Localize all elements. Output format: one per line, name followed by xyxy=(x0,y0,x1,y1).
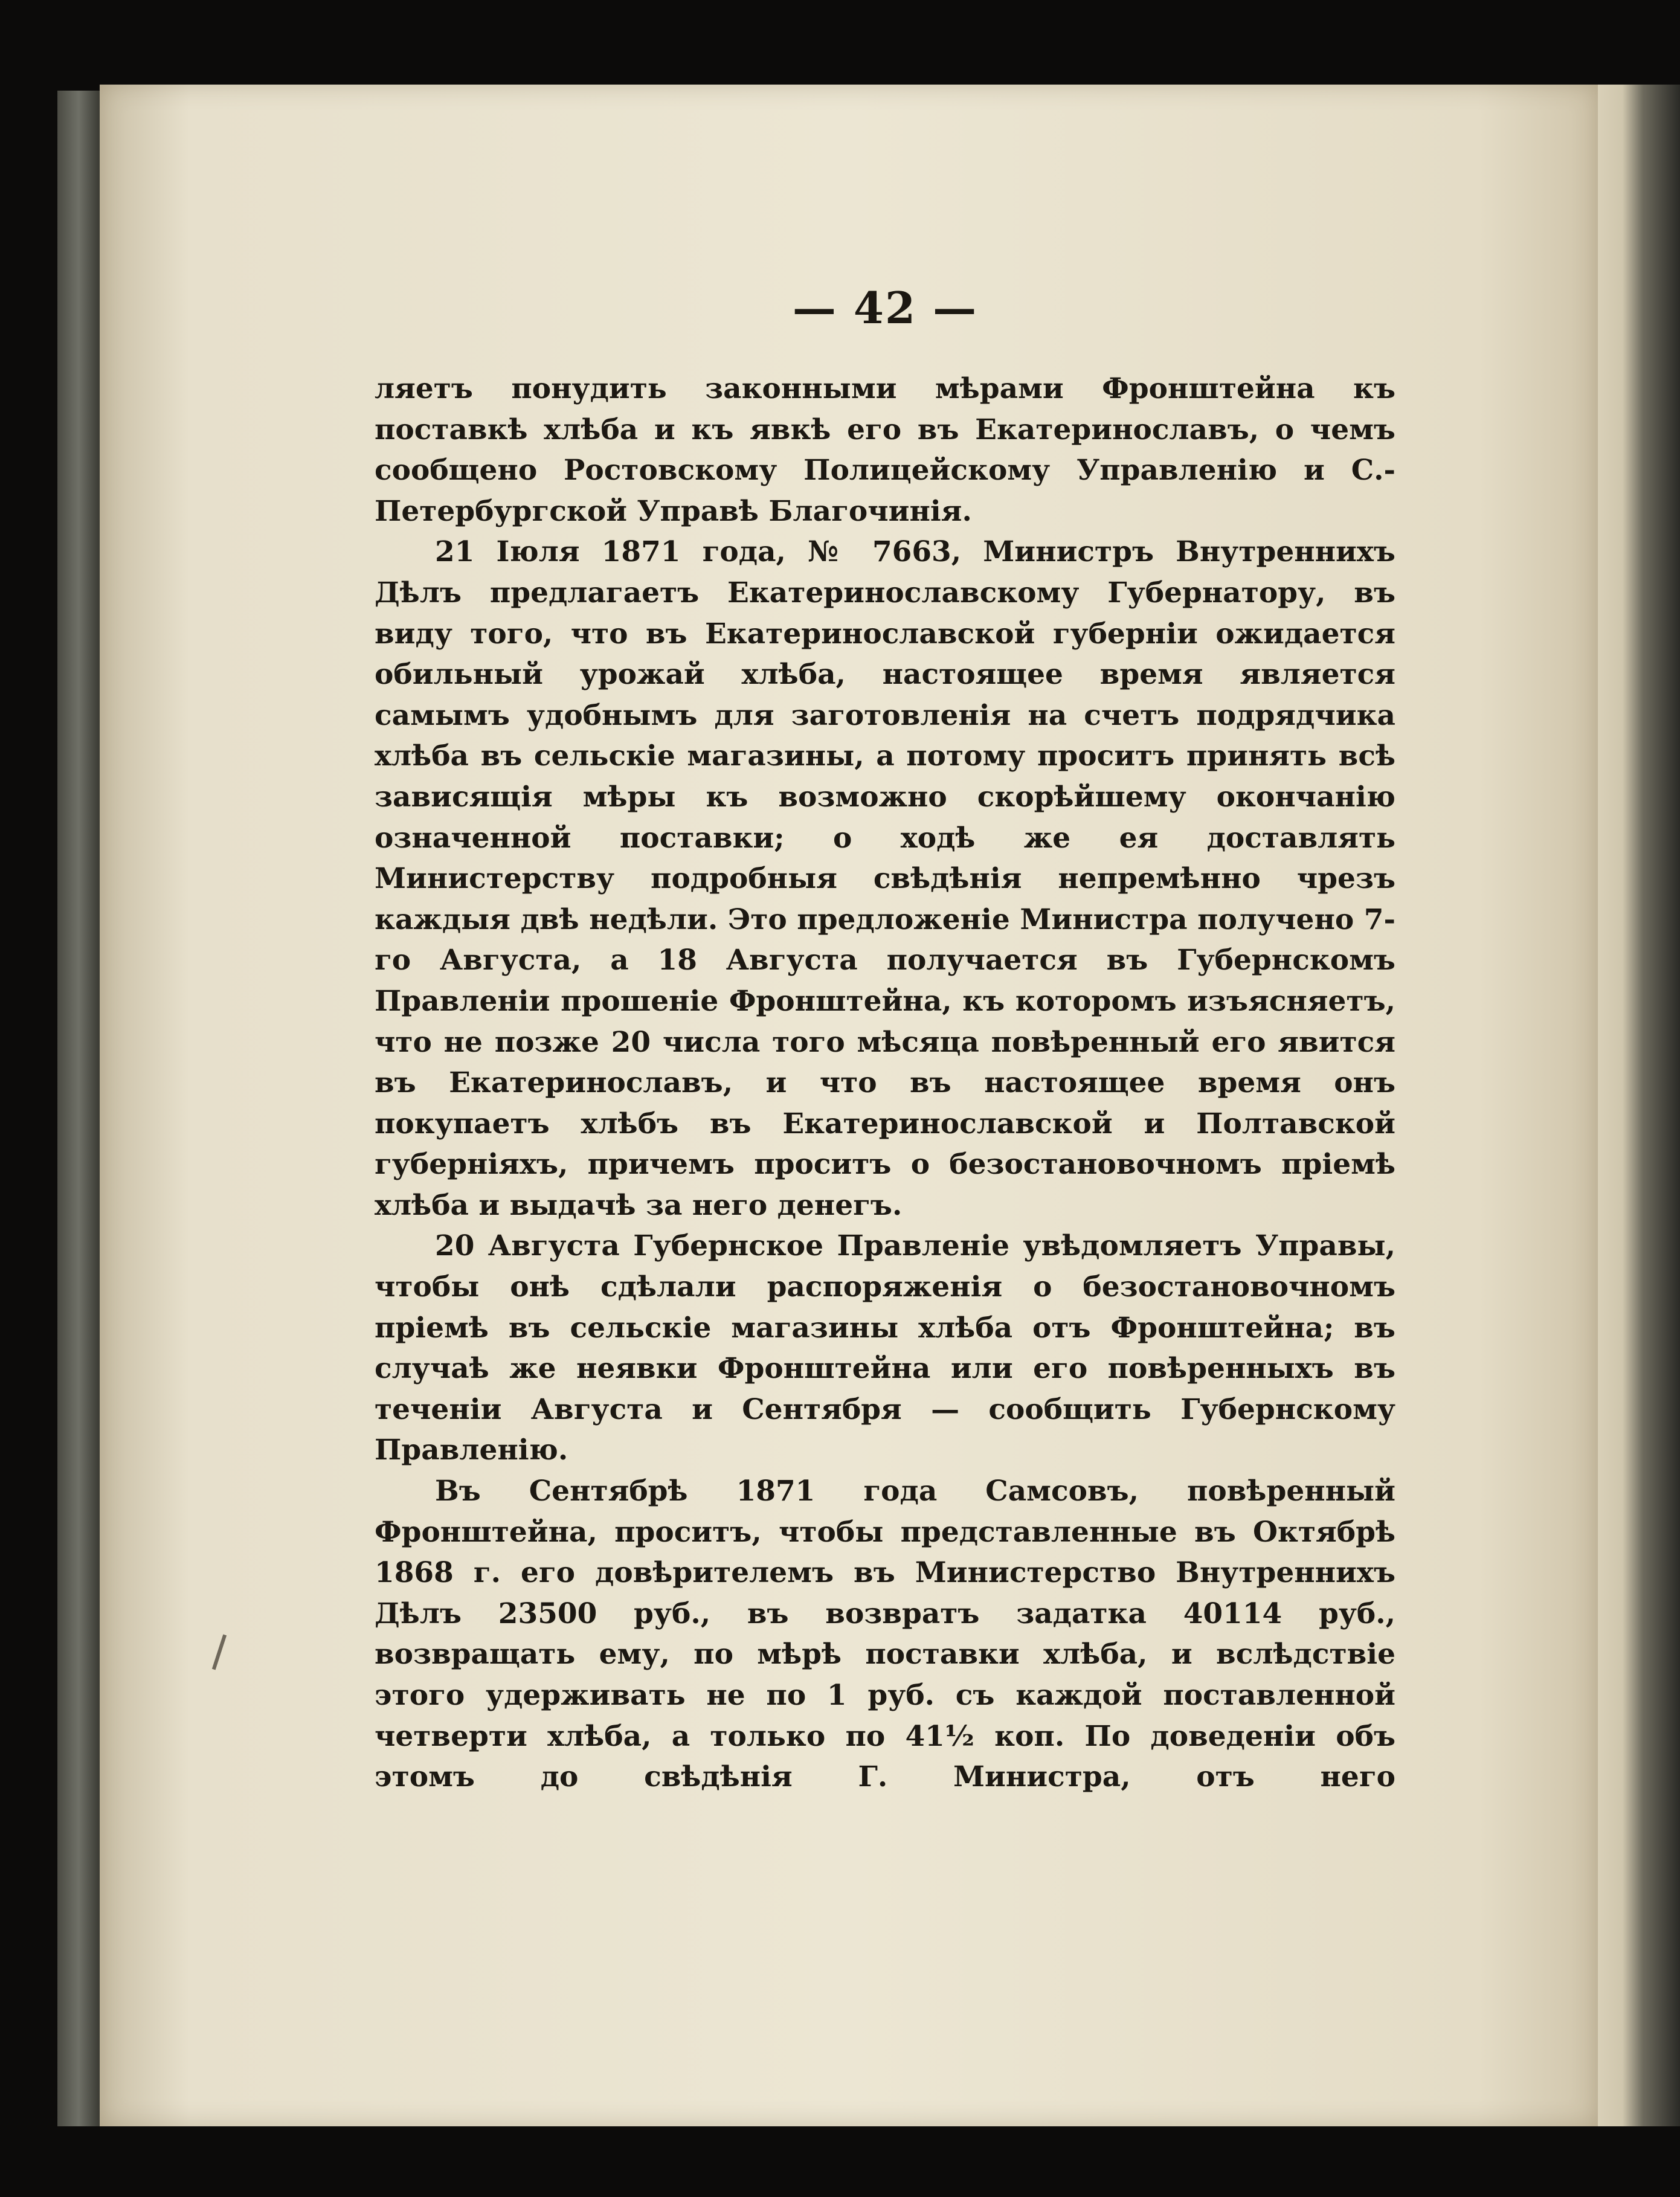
paragraph: 21 Іюля 1871 года, № 7663, Министръ Внутреннихъ Дѣлъ предлагаетъ Екатеринославскому Губернатору, въ виду того, что въ Екатеринославской губерніи ожидается обильный урожай хлѣба, настоящее время является самымъ удобнымъ для заготовленія на счетъ подрядчика хлѣба въ сельскіе магазины, а потому проситъ принять всѣ зависящія мѣры къ возможно скорѣйшему окончанію означенной поставки; о ходѣ же ея доставлять Министерству подробныя свѣдѣнія непремѣнно чрезъ каждыя двѣ недѣли. Это предложеніе Министра получено 7-го Августа, а 18 Августа получается въ Губернскомъ Правленіи прошеніе Фронштейна, къ которомъ изъясняетъ, что не позже 20 числа того мѣсяца повѣренный его явится въ Екатеринославъ, и что въ настоящее время онъ покупаетъ хлѣбъ въ Екатеринославской и Полтавской губерніяхъ, причемъ проситъ о безостановочномъ пріемѣ хлѣба и выдачѣ за него денегъ. xyxy=(375,535,1395,1222)
text-block xyxy=(375,284,1395,2072)
body-text xyxy=(375,368,1395,1798)
page-number: — 42 — xyxy=(792,282,978,333)
page-edge xyxy=(1598,85,1680,2126)
paragraph: ляетъ понудить законными мѣрами Фронштейна къ поставкѣ хлѣба и къ явкѣ его въ Екатеринославъ, о чемъ сообщено Ростовскому Полицейскому Управленію и С.-Петербургской Управѣ Благочинія. xyxy=(375,372,1395,528)
book-spine xyxy=(57,91,100,2126)
paragraph: 20 Августа Губернское Правленіе увѣдомляетъ Управы, чтобы онѣ сдѣлали распоряженія о безостановочномъ пріемѣ въ сельскіе магазины хлѣба отъ Фронштейна; въ случаѣ же неявки Фронштейна или его повѣренныхъ въ теченіи Августа и Сентября — сообщить Губернскому Правленію. xyxy=(375,1229,1395,1467)
paragraph: Въ Сентябрѣ 1871 года Самсовъ, повѣренный Фронштейна, проситъ, чтобы представленные въ Октябрѣ 1868 г. его довѣрителемъ въ Министерство Внутреннихъ Дѣлъ 23500 руб., въ возвратъ задатка 40114 руб., возвращать ему, по мѣрѣ поставки хлѣба, и вслѣдствіе этого удерживать не по 1 руб. съ каждой поставленной четверти хлѣба, а только по 41½ коп. По доведеніи объ этомъ до свѣдѣнія Г. Министра, отъ него xyxy=(375,1475,1395,1794)
